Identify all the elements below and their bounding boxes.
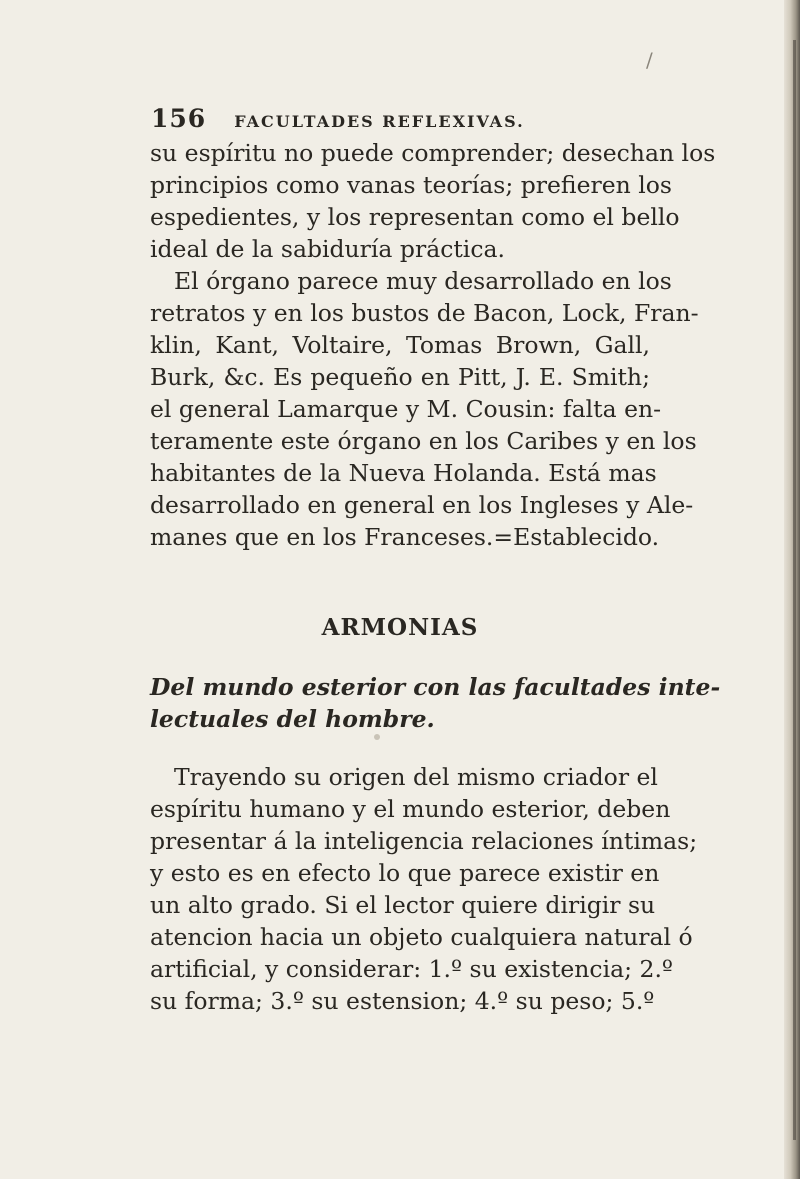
subtitle-line: Del mundo esterior con las facultades inte- bbox=[150, 673, 721, 701]
text-line: ideal de la sabiduría práctica. bbox=[150, 235, 505, 263]
text-line: y esto es en efecto lo que parece existir en bbox=[150, 859, 660, 887]
running-title: FACULTADES REFLEXIVAS. bbox=[234, 112, 525, 131]
text-line: manes que en los Franceses.=Establecido. bbox=[150, 523, 660, 551]
text-line: retratos y en los bustos de Bacon, Lock, Fran- bbox=[150, 299, 699, 327]
text-line: espíritu humano y el mundo esterior, deben bbox=[150, 795, 671, 823]
text-line: atencion hacia un objeto cualquiera natural ó bbox=[150, 923, 693, 951]
text-line: klin, Kant, Voltaire, Tomas Brown, Gall, bbox=[150, 331, 650, 359]
text-line: teramente este órgano en los Caribes y en los bbox=[150, 427, 697, 455]
text-line: su forma; 3.º su estension; 4.º su peso; 5.º bbox=[150, 987, 655, 1015]
text-line: Burk, &c. Es pequeño en Pitt, J. E. Smith; bbox=[150, 363, 650, 391]
page-number: 156 bbox=[151, 104, 207, 133]
gutter-shadow bbox=[793, 40, 796, 1140]
text-line: principios como vanas teorías; prefieren los bbox=[150, 171, 672, 199]
text-line: presentar á la inteligencia relaciones íntimas; bbox=[150, 827, 698, 855]
text-line: espedientes, y los representan como el bello bbox=[150, 203, 680, 231]
text-line: El órgano parece muy desarrollado en los bbox=[174, 267, 672, 295]
text-line: el general Lamarque y M. Cousin: falta en- bbox=[150, 395, 662, 423]
text-line: su espíritu no puede comprender; desechan los bbox=[150, 139, 716, 167]
subtitle-line: lectuales del hombre. bbox=[150, 705, 435, 733]
text-line: un alto grado. Si el lector quiere dirigir su bbox=[150, 891, 656, 919]
text-line: artificial, y considerar: 1.º su existencia; 2.º bbox=[150, 955, 673, 983]
section-heading: ARMONIAS bbox=[321, 614, 479, 641]
text-line: desarrollado en general en los Ingleses y Ale- bbox=[150, 491, 694, 519]
corner-mark: / bbox=[646, 48, 653, 72]
ink-dot bbox=[374, 734, 380, 740]
text-line: habitantes de la Nueva Holanda. Está mas bbox=[150, 459, 657, 487]
text-line: Trayendo su origen del mismo criador el bbox=[174, 763, 658, 791]
page-header bbox=[151, 104, 631, 134]
book-gutter-edge bbox=[784, 0, 800, 1179]
